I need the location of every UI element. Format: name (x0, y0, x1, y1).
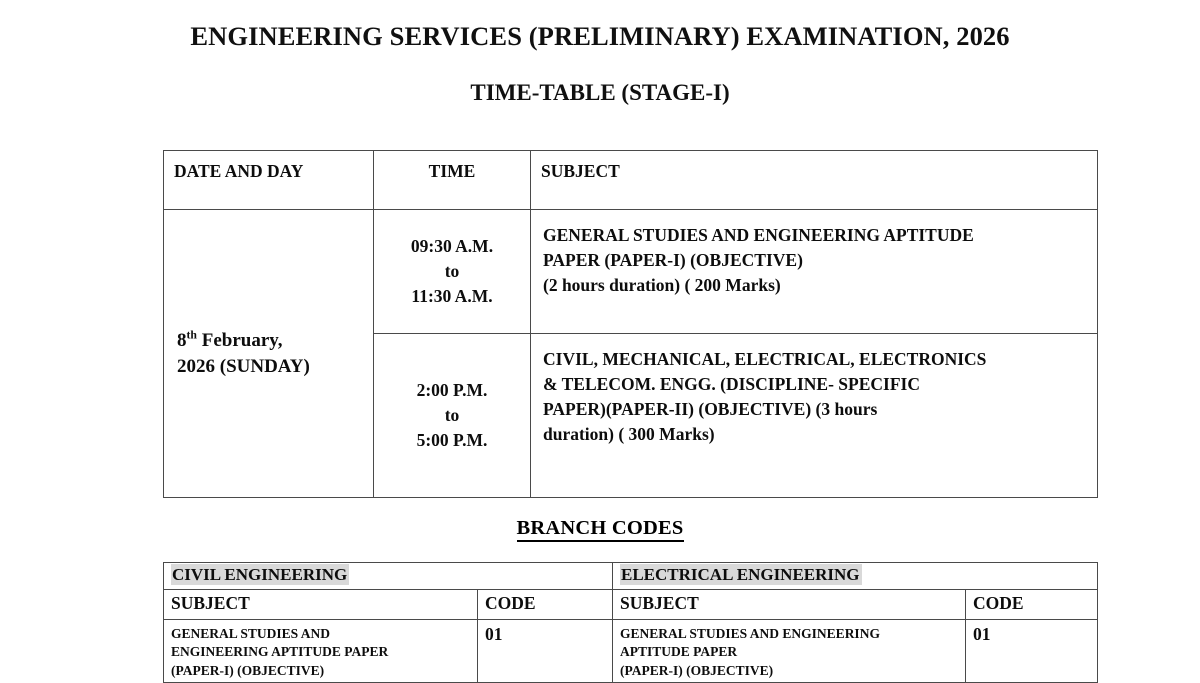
header-label-code-civil: CODE (485, 593, 536, 613)
table-row (164, 620, 1098, 683)
subject-line: duration) ( 300 Marks) (543, 424, 715, 445)
subject-cell-paper1 (531, 210, 1098, 334)
subject-line: & TELECOM. ENGG. (DISCIPLINE- SPECIFIC (543, 374, 920, 395)
exam-date-month: February, (196, 329, 283, 351)
branch-cell-civil (164, 563, 613, 590)
subject-line: PAPER (PAPER-I) (OBJECTIVE) (543, 250, 803, 271)
subject-cell-civil-paper1 (164, 620, 478, 683)
branch-name-row (164, 563, 1098, 590)
subject-cell-electrical-paper1 (613, 620, 966, 683)
branch-name-civil-wrap (164, 563, 612, 585)
header-cell-subject-civil (164, 590, 478, 620)
branch-name-electrical: ELECTRICAL ENGINEERING (621, 565, 860, 584)
subject-line: PAPER)(PAPER-II) (OBJECTIVE) (3 hours (543, 399, 878, 420)
exam-date-cell (164, 210, 374, 498)
timetable-container (163, 150, 1097, 498)
exam-date-ordinal: th (186, 328, 197, 342)
time-cell-paper1 (374, 210, 531, 334)
document-title: ENGINEERING SERVICES (PRELIMINARY) EXAMINATION, 2026 (190, 21, 1010, 51)
header-label-subject-electrical: SUBJECT (620, 593, 699, 613)
code-value-electrical: 01 (973, 624, 991, 644)
subject-line: GENERAL STUDIES AND ENGINEERING (620, 626, 880, 641)
table-row (164, 210, 1098, 334)
subject-cell-paper2 (531, 334, 1098, 498)
exam-date-line1 (177, 328, 373, 354)
time-line: 5:00 P.M. (416, 429, 488, 450)
header-label-subject: SUBJECT (541, 161, 620, 181)
time-cell-paper2 (374, 334, 531, 498)
time-line: 11:30 A.M. (411, 285, 493, 306)
time-line: to (444, 261, 460, 282)
subject-line: (PAPER-I) (OBJECTIVE) (171, 662, 325, 678)
subject-line: GENERAL STUDIES AND (171, 626, 331, 641)
header-cell-code-civil (478, 590, 613, 620)
branch-codes-heading-text: BRANCH CODES (517, 517, 684, 542)
branch-column-header-row (164, 590, 1098, 620)
time-line: 09:30 A.M. (410, 236, 494, 257)
time-line: to (444, 405, 460, 426)
branch-name-civil: CIVIL ENGINEERING (172, 565, 348, 584)
branch-name-electrical-wrap (613, 563, 1097, 585)
document-subtitle: TIME-TABLE (STAGE-I) (470, 80, 730, 106)
header-label-subject-civil: SUBJECT (171, 593, 250, 613)
subject-line: (2 hours duration) ( 200 Marks) (543, 275, 781, 296)
exam-date-day: 8 (177, 329, 187, 351)
header-cell-date (164, 151, 374, 210)
subject-text-civil (164, 620, 477, 680)
subject-line: CIVIL, MECHANICAL, ELECTRICAL, ELECTRONICS (543, 349, 987, 369)
branch-cell-electrical (613, 563, 1098, 590)
subject-line: (PAPER-I) (OBJECTIVE) (620, 662, 774, 678)
subject-line: APTITUDE PAPER (620, 644, 738, 660)
subject-text-electrical (613, 620, 965, 680)
branch-codes-heading (0, 517, 1200, 540)
header-label-time: TIME (428, 161, 476, 181)
header-cell-subject-electrical (613, 590, 966, 620)
header-label-date: DATE AND DAY (174, 161, 304, 181)
timetable (163, 150, 1098, 498)
exam-date-line2: 2026 (SUNDAY) (177, 355, 310, 377)
code-cell-civil-paper1 (478, 620, 613, 683)
code-value-civil: 01 (485, 624, 503, 644)
code-cell-electrical-paper1 (966, 620, 1098, 683)
branch-codes-table (163, 562, 1098, 683)
header-cell-code-electrical (966, 590, 1098, 620)
header-cell-time (374, 151, 531, 210)
subject-line: ENGINEERING APTITUDE PAPER (171, 644, 389, 660)
header-cell-subject (531, 151, 1098, 210)
branch-codes-container (163, 562, 1097, 683)
timetable-header-row (164, 151, 1098, 210)
header-label-code-electrical: CODE (973, 593, 1024, 613)
time-line: 2:00 P.M. (416, 380, 488, 401)
subject-line: GENERAL STUDIES AND ENGINEERING APTITUDE (543, 225, 974, 245)
title-block (0, 0, 1200, 106)
